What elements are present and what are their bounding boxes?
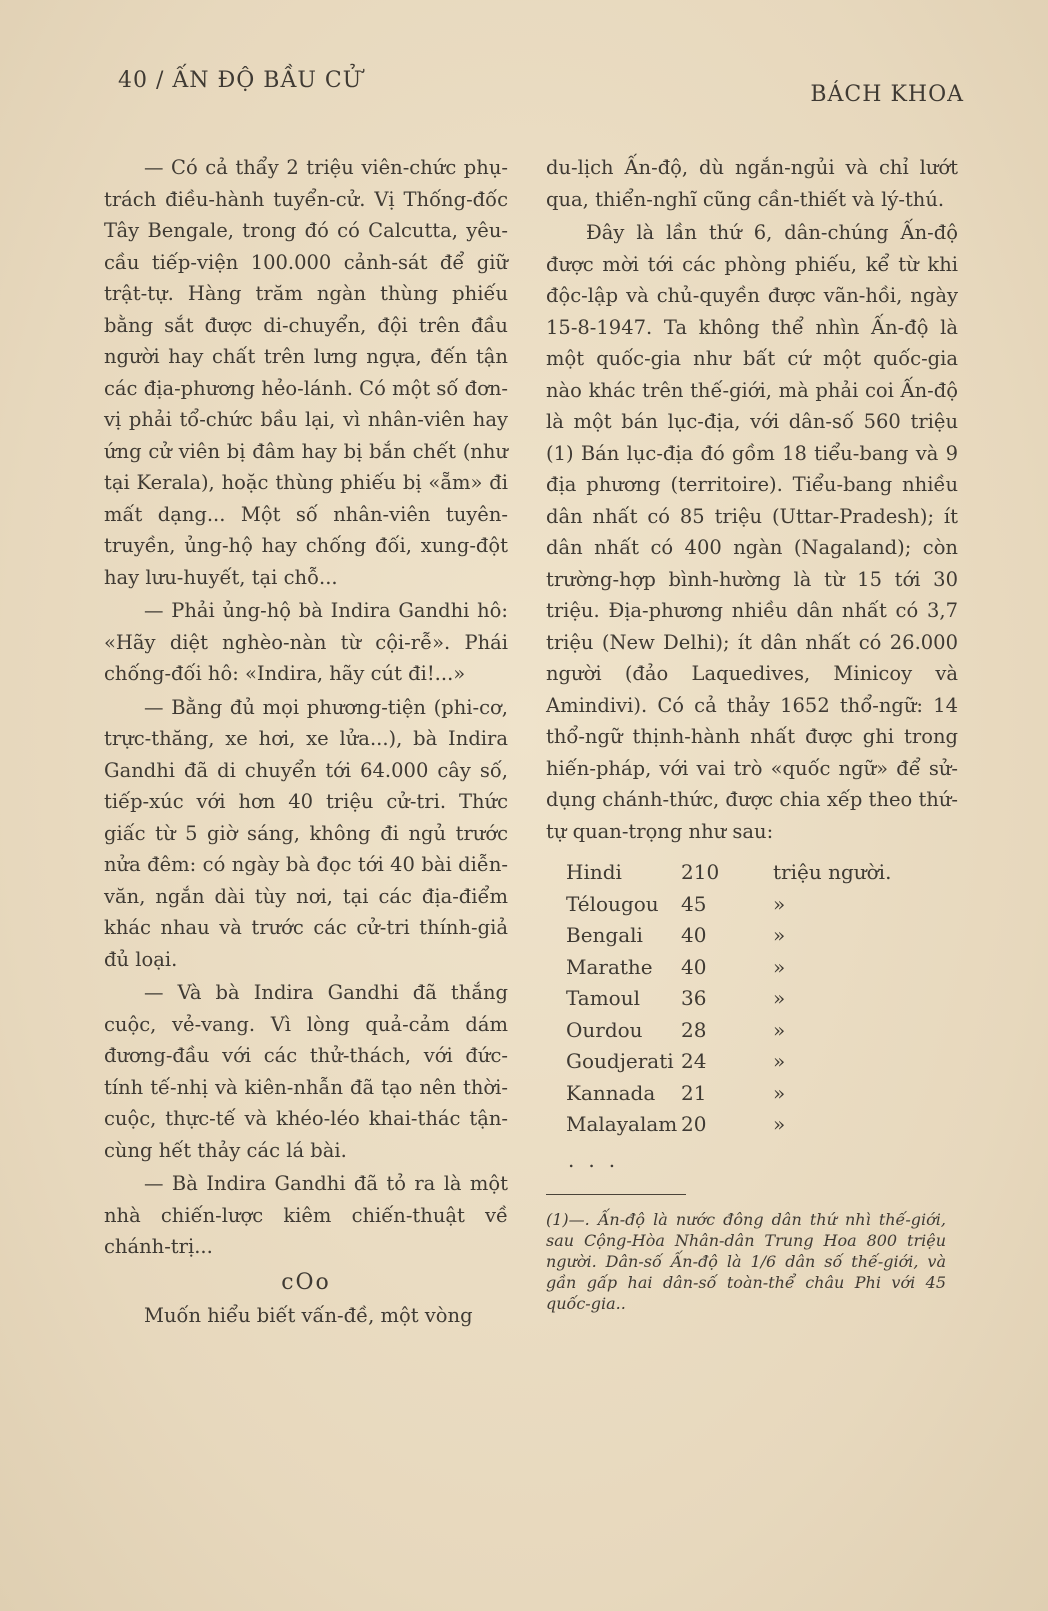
language-name: Hindi [566, 860, 622, 884]
table-row [566, 857, 913, 889]
paragraph: — Có cả thẩy 2 triệu viên-chức phụ-trách điều-hành tuyển-cử. Vị Thống-đốc Tây Bengale, trong đó có Calcutta, yêu-cầu tiếp-viện 100.000 cảnh-sát để giữ trật-tự. Hàng trăm ngàn thùng phiếu bằng sắt được di-chuyển, đội trên đầu người hay chất trên lưng ngựa, đến tận các địa-phương hẻo-lánh. Có một số đơn-vị phải tổ-chức bầu lại, vì nhân-viên hay ứng cử viên bị đâm hay bị bắn chết (như tại Kerala), hoặc thùng phiếu bị «ẵm» đi mất dạng... Một số nhân-viên tuyên-truyền, ủng-hộ hay chống đối, xung-đột hay lưu-huyết, tại chỗ... [104, 156, 508, 589]
paragraph: — Phải ủng-hộ bà Indira Gandhi hô: «Hãy diệt nghèo-nàn từ cội-rễ». Phái chống-đối hô: «Indira, hãy cút đi!...» [104, 599, 508, 685]
table-row [566, 1078, 913, 1110]
table-row [566, 1015, 913, 1047]
page-header [118, 62, 964, 107]
unit: » [773, 1017, 786, 1042]
speaker-count: 36 [681, 986, 707, 1010]
table-row [566, 952, 913, 984]
right-column [546, 152, 958, 1314]
unit: » [773, 1080, 786, 1105]
paragraph: — Bà Indira Gandhi đã tỏ ra là một nhà chiến-lược kiêm chiến-thuật về chánh-trị... [104, 1172, 508, 1258]
unit: » [773, 923, 786, 947]
footnote: (1)—. Ấn-độ là nước đông dân thứ nhì thế-giới, sau Cộng-Hòa Nhân-dân Trung Hoa 800 triệu người. Dân-số Ấn-độ là 1/6 dân số thế-giới, và gần gấp hai dân-số toàn-thể châu Phi với 45 quốc-gia.. [546, 1210, 946, 1313]
paragraph: Đây là lần thứ 6, dân-chúng Ấn-độ được mời tới các phòng phiếu, kể từ khi độc-lập và chủ-quyền được vãn-hồi, ngày 15-8-1947. Ta không thể nhìn Ấn-độ là một quốc-gia như bất cứ một quốc-gia nào khác trên thế-giới, mà phải coi Ấn-độ là một bán lục-địa, với dân-số 560 triệu (1) Bán lục-địa đó gồm 18 tiểu-bang và 9 địa phương (territoire). Tiểu-bang nhiều dân nhất có 85 triệu (Uttar-Pradesh); ít dân nhất có 400 ngàn (Nagaland); còn trường-hợp bình-hường là từ 15 tới 30 triệu. Địa-phương nhiều dân nhất có 3,7 triệu (New Delhi); ít dân nhất có 26.000 người (đảo Laquedives, Minicoy và Amindivi). Có cả thảy 1652 thổ-ngữ: 14 thổ-ngữ thịnh-hành nhất được ghi trong hiến-pháp, với vai trò «quốc ngữ» để sử-dụng chánh-thức, được chia xếp theo thứ-tự quan-trọng như sau: [546, 221, 958, 843]
speaker-count: 20 [681, 1112, 707, 1136]
language-name: Ourdou [566, 1017, 643, 1042]
language-name: Goudjerati [566, 1049, 674, 1073]
unit: » [773, 1112, 786, 1136]
page-number-and-title: 40 / ẤN ĐỘ BẦU CỬ [118, 68, 363, 93]
unit: » [773, 954, 786, 979]
table-row [566, 983, 913, 1015]
unit: » [773, 986, 786, 1010]
table-row [566, 1109, 913, 1141]
ellipsis-dots: ... [568, 1147, 630, 1172]
paragraph: du-lịch Ấn-độ, dù ngắn-ngủi và chỉ lướt qua, thiển-nghĩ cũng cần-thiết và lý-thú. [546, 156, 958, 211]
unit: » [773, 1049, 786, 1073]
left-column [104, 152, 508, 1334]
speaker-count: 210 [681, 860, 720, 884]
language-name: Tamoul [566, 986, 640, 1010]
paragraph: — Bằng đủ mọi phương-tiện (phi-cơ, trực-thăng, xe hơi, xe lửa...), bà Indira Gandhi đã di chuyển tới 64.000 cây số, tiếp-xúc với hơn 40 triệu cử-tri. Thức giấc từ 5 giờ sáng, không đi ngủ trước nửa đêm: có ngày bà đọc tới 40 bài diễn-văn, ngắn dài tùy nơi, tại các địa-điểm khác nhau và trước các cử-tri thính-giả đủ loại. [104, 695, 508, 971]
speaker-count: 45 [681, 891, 707, 916]
language-name: Télougou [566, 891, 659, 916]
language-name: Kannada [566, 1080, 656, 1105]
language-name: Bengali [566, 923, 643, 947]
section-ornament: cOo [281, 1269, 331, 1295]
speaker-count: 24 [681, 1049, 707, 1073]
table-row [566, 920, 913, 952]
paragraph: — Và bà Indira Gandhi đã thắng cuộc, vẻ-vang. Vì lòng quả-cảm dám đương-đầu với các thử-thách, với đức-tính tế-nhị và kiên-nhẫn đã tạo nên thời-cuộc, thực-tế và khéo-léo khai-thác tận-cùng hết thảy các lá bài. [104, 981, 508, 1162]
language-name: Malayalam [566, 1112, 678, 1136]
speaker-count: 40 [681, 954, 707, 979]
magazine-name: BÁCH KHOA [810, 82, 964, 107]
table-row [566, 889, 913, 921]
footnote-divider [546, 1194, 686, 1195]
language-table [566, 857, 913, 1141]
paragraph: Muốn hiểu biết vấn-đề, một vòng [144, 1304, 473, 1327]
speaker-count: 40 [681, 923, 707, 947]
speaker-count: 21 [681, 1080, 707, 1105]
unit: triệu người. [773, 860, 892, 884]
unit: » [773, 891, 786, 916]
language-name: Marathe [566, 954, 653, 979]
speaker-count: 28 [681, 1017, 707, 1042]
table-row [566, 1046, 913, 1078]
